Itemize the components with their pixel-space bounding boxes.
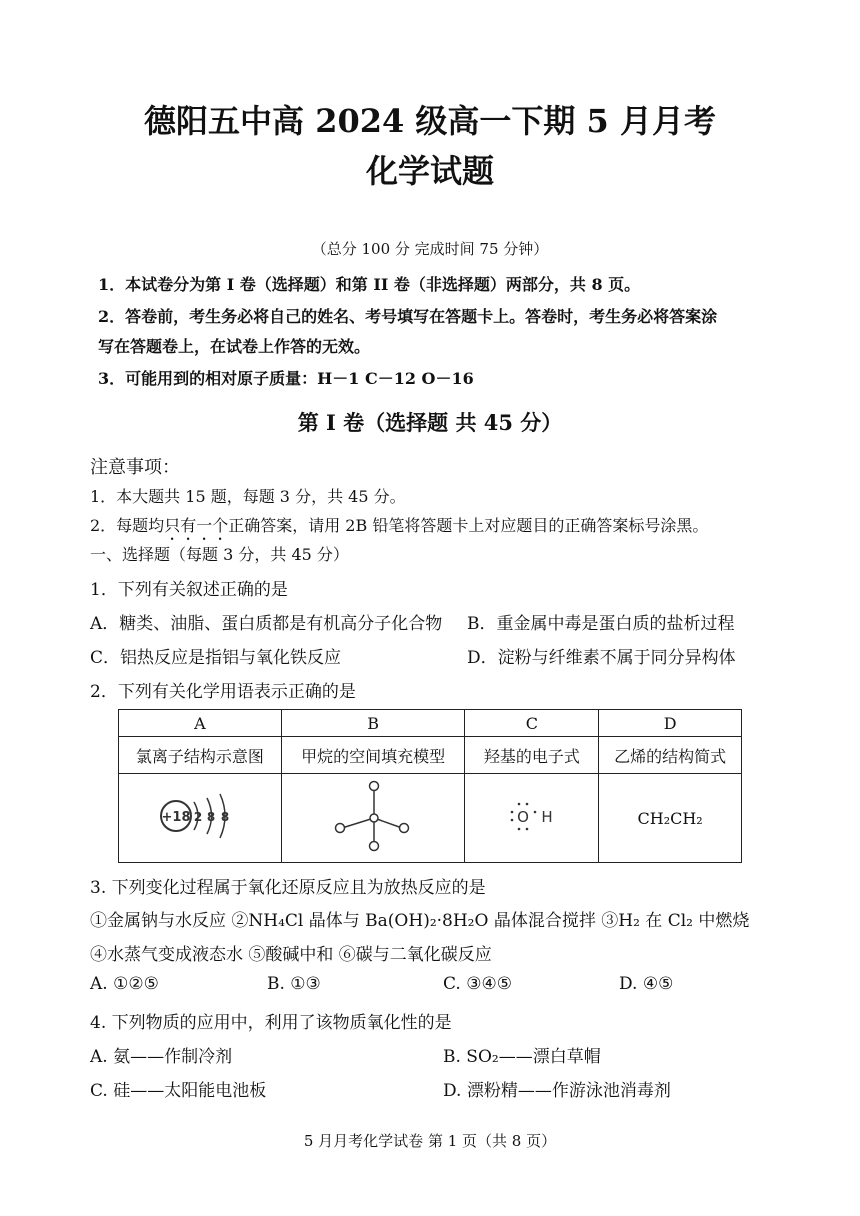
q3-option-a: A. ①②⑤ (90, 974, 159, 994)
nucleus-charge: +18 (161, 810, 191, 825)
q2-letter-b: B (281, 710, 465, 737)
q2-letter-d: D (599, 710, 742, 737)
hydrogen-symbol: H (541, 808, 553, 826)
note-2 (90, 513, 708, 544)
shell-electrons-2: 8 (206, 810, 216, 824)
q2-name-c: 羟基的电子式 (465, 737, 599, 774)
q1-stem: 1．下列有关叙述正确的是 (90, 580, 288, 600)
chloride-ion-diagram (150, 788, 250, 844)
hydrogen-atom (400, 824, 409, 833)
q2-options-table (118, 709, 742, 863)
instruction-2-cont: 写在答题卷上，在试卷上作答的无效。 (98, 337, 371, 356)
note-2-emphasis: 只有一个 (164, 516, 229, 535)
q3-option-d: D. ④⑤ (619, 974, 674, 994)
q2-picture-a (119, 774, 282, 863)
q4-option-a: A. 氨——作制冷剂 (90, 1047, 233, 1067)
page-footer: 5 月月考化学试卷 第 1 页（共 8 页） (303, 1132, 557, 1150)
q1-option-b: B．重金属中毒是蛋白质的盐析过程 (467, 614, 735, 634)
q1-option-d: D．淀粉与纤维素不属于同分异构体 (467, 648, 736, 668)
instruction-3: 3．可能用到的相对原子质量：H－1 C－12 O－16 (98, 369, 474, 388)
q2-picture-c (465, 774, 599, 863)
instruction-1: 1．本试卷分为第 I 卷（选择题）和第 II 卷（非选择题）两部分，共 8 页。 (98, 275, 641, 294)
hydrogen-atom (336, 824, 345, 833)
q2-name-a: 氯离子结构示意图 (119, 737, 282, 774)
q3-option-b: B. ①③ (267, 974, 321, 994)
q4-option-c: C. 硅——太阳能电池板 (90, 1081, 267, 1101)
q1-option-c: C．铝热反应是指铝与氧化铁反应 (90, 648, 342, 668)
q2-letter-a: A (119, 710, 282, 737)
q4-option-d: D. 漂粉精——作游泳池消毒剂 (443, 1081, 671, 1101)
shell-electrons-1: 2 (193, 810, 203, 824)
carbon-atom (370, 814, 378, 822)
note-2-post: 正确答案，请用 2B 铅笔将答题卡上对应题目的正确答案标号涂黑。 (228, 516, 709, 535)
q2-picture-d: CH₂CH₂ (599, 774, 742, 863)
q3-stem: 3. 下列变化过程属于氧化还原反应且为放热反应的是 (90, 878, 486, 898)
q1-option-a: A．糖类、油脂、蛋白质都是有机高分子化合物 (90, 614, 443, 634)
part-heading: 一、选择题（每题 3 分，共 45 分） (90, 545, 349, 564)
q3-items-line-1: ①金属钠与水反应 ②NH₄Cl 晶体与 Ba(OH)₂·8H₂O 晶体混合搅拌 ③H₂ 在 Cl₂ 中燃烧 (90, 911, 750, 931)
hydrogen-atom (370, 782, 379, 791)
q2-name-b: 甲烷的空间填充模型 (281, 737, 465, 774)
oxygen-symbol: O (516, 808, 529, 826)
hydroxyl-electron-formula (502, 796, 562, 836)
q4-stem: 4. 下列物质的应用中，利用了该物质氧化性的是 (90, 1013, 452, 1033)
section-title: 第 I 卷（选择题 共 45 分） (297, 410, 563, 435)
q2-letter-c: C (465, 710, 599, 737)
exam-title: 德阳五中高 2024 级高一下期 5 月月考 (144, 102, 716, 140)
notes-heading: 注意事项： (90, 457, 180, 478)
shell-electrons-3: 8 (220, 810, 230, 824)
q3-option-c: C. ③④⑤ (443, 974, 512, 994)
q3-items-line-2: ④水蒸气变成液态水 ⑤酸碱中和 ⑥碳与二氧化碳反应 (90, 945, 492, 965)
q2-name-d: 乙烯的结构简式 (599, 737, 742, 774)
exam-subject: 化学试题 (365, 152, 494, 190)
q4-option-b: B. SO₂——漂白草帽 (443, 1047, 601, 1067)
exam-meta: （总分 100 分 完成时间 75 分钟） (311, 240, 549, 258)
q2-stem: 2．下列有关化学用语表示正确的是 (90, 682, 356, 702)
note-2-pre: 2．每题均 (90, 516, 165, 535)
hydrogen-atom (370, 842, 379, 851)
instruction-2: 2．答卷前，考生务必将自己的姓名、考号填写在答题卡上。答卷时，考生务必将答案涂 (98, 307, 718, 326)
q2-picture-b (281, 774, 465, 863)
methane-model (328, 778, 418, 854)
note-1: 1．本大题共 15 题，每题 3 分，共 45 分。 (90, 487, 406, 506)
